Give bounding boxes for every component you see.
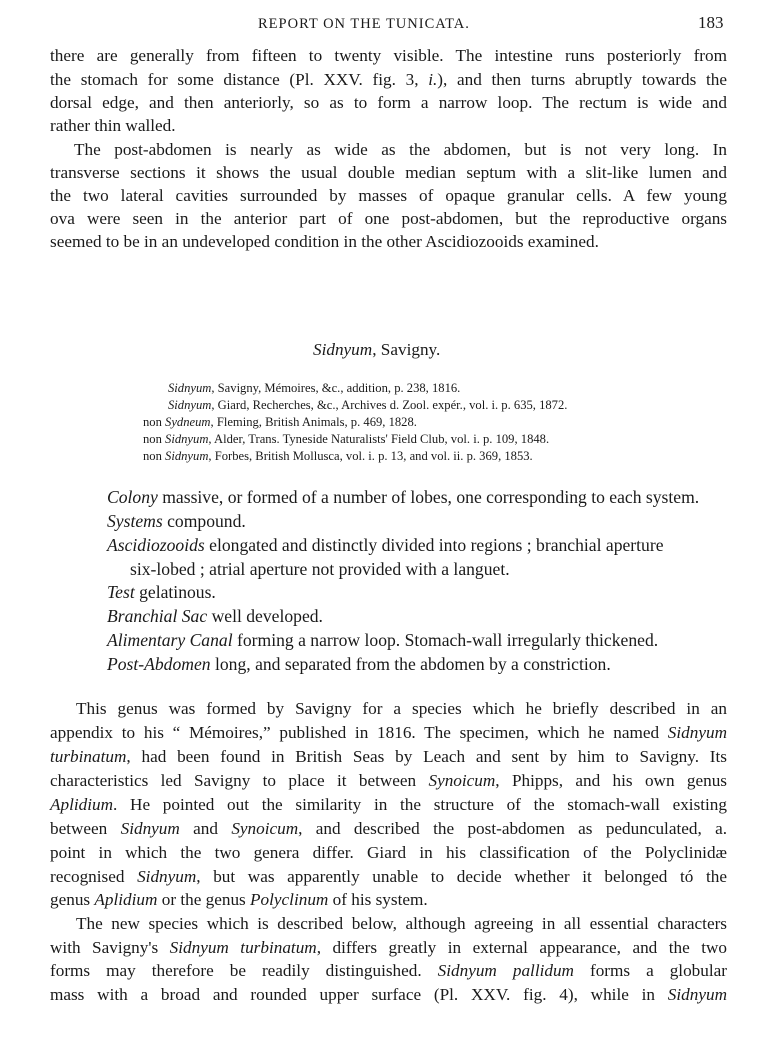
italic-term: Sidnyum xyxy=(667,723,727,742)
text-run: massive, or formed of a number of lobes, one corresponding to each system. xyxy=(157,487,700,507)
section-heading xyxy=(313,340,440,360)
text-run: there are generally from fifteen to twenty visible. The intestine runs posteriorly from xyxy=(50,46,727,65)
text-run: The post-abdomen is nearly as wide as the abdomen, but is not very long. In xyxy=(74,140,727,159)
text-run: six-lobed ; atrial aperture not provided with a languet. xyxy=(130,559,510,579)
text-line xyxy=(50,771,727,791)
text-run: , Alder, Trans. Tyneside Naturalists' Field Club, vol. i. p. 109, 1848. xyxy=(208,432,550,446)
text-line xyxy=(50,232,599,252)
italic-term: Sydneum xyxy=(165,415,211,429)
text-run: , differs greatly in external appearance, and the two xyxy=(316,938,727,957)
text-run: forming a narrow loop. Stomach-wall irregularly thickened. xyxy=(232,630,659,650)
synonymy-reference xyxy=(168,381,460,396)
italic-term: Sidnyum xyxy=(165,432,209,446)
text-line xyxy=(50,867,727,887)
text-line xyxy=(50,890,428,910)
text-line xyxy=(50,163,727,183)
text-line xyxy=(107,511,246,532)
text-line xyxy=(50,843,727,863)
italic-term: Sidnyum xyxy=(120,819,180,838)
text-line xyxy=(76,914,727,934)
italic-term: Sidnyum turbinatum xyxy=(169,938,317,957)
text-line xyxy=(50,985,727,1005)
italic-term: Systems xyxy=(107,511,163,531)
text-run: the stomach for some distance (Pl. XXV. fig. 3, xyxy=(50,70,429,89)
text-run: characteristics led Savigny to place it between xyxy=(50,771,429,790)
text-line xyxy=(50,116,176,136)
text-line xyxy=(107,654,611,675)
text-run: elongated and distinctly divided into regions ; branchial aperture xyxy=(204,535,664,555)
italic-term: Sidnyum xyxy=(168,381,212,395)
text-run: of his system. xyxy=(328,890,428,909)
italic-term: Synoicum xyxy=(428,771,496,790)
italic-term: turbinatum xyxy=(50,747,127,766)
synonymy-reference xyxy=(143,449,533,464)
text-run: , Savigny. xyxy=(372,340,441,359)
text-line xyxy=(50,938,727,958)
italic-term: Sidnyum xyxy=(137,867,197,886)
synonymy-reference xyxy=(143,415,417,430)
text-run: forms a globular xyxy=(573,961,727,980)
italic-term: Sidnyum pallidum xyxy=(437,961,574,980)
italic-term: Test xyxy=(107,582,135,602)
text-line xyxy=(107,535,664,556)
text-run: gelatinous. xyxy=(134,582,216,602)
text-run: the two lateral cavities surrounded by masses of opaque granular cells. A few young xyxy=(50,186,727,205)
text-run: well developed. xyxy=(207,606,323,626)
text-line xyxy=(50,93,727,113)
text-run: compound. xyxy=(162,511,246,531)
text-run: , had been found in British Seas by Leach and sent by him to Savigny. Its xyxy=(126,747,727,766)
text-line xyxy=(50,747,727,767)
text-line xyxy=(107,606,323,627)
italic-term: Sidnyum xyxy=(168,398,212,412)
text-run: ova were seen in the anterior part of one post-abdomen, but the reproductive organs xyxy=(50,209,727,228)
text-line xyxy=(50,46,727,66)
text-run: The new species which is described below, although agreeing in all essential characters xyxy=(76,914,727,933)
text-line xyxy=(74,140,727,160)
text-line xyxy=(50,795,727,815)
italic-term: Colony xyxy=(107,487,158,507)
text-run: rather thin walled. xyxy=(50,116,176,135)
text-line xyxy=(107,487,699,508)
text-line xyxy=(50,186,727,206)
text-run: , Phipps, and his own genus xyxy=(495,771,727,790)
running-title: REPORT ON THE TUNICATA. xyxy=(258,16,470,32)
text-run: non xyxy=(143,449,166,463)
italic-term: i. xyxy=(428,70,438,89)
text-run: , Savigny, Mémoires, &c., addition, p. 238, 1816. xyxy=(211,381,461,395)
text-run: with Savigny's xyxy=(50,938,170,957)
italic-term: Sidnyum xyxy=(313,340,373,359)
text-line xyxy=(76,699,727,719)
italic-term: Synoicum xyxy=(231,819,299,838)
text-run: ), and then turns abruptly towards the xyxy=(437,70,727,89)
italic-term: Sidnyum xyxy=(667,985,727,1004)
synonymy-reference xyxy=(168,398,567,413)
text-line xyxy=(50,723,727,743)
italic-term: Ascidiozooids xyxy=(107,535,205,555)
text-run: , but was apparently unable to decide whether it belonged tó the xyxy=(196,867,727,886)
italic-term: Alimentary Canal xyxy=(107,630,233,650)
italic-term: Aplidium xyxy=(94,890,158,909)
text-run: point in which the two genera differ. Giard in his classification of the Polyclinidæ xyxy=(50,843,727,862)
text-line xyxy=(50,70,727,90)
text-run: between xyxy=(50,819,121,838)
text-run: non xyxy=(143,432,166,446)
text-line xyxy=(50,961,727,981)
text-line xyxy=(50,209,727,229)
text-run: This genus was formed by Savigny for a species which he briefly described in an xyxy=(76,699,727,718)
text-run: , Forbes, British Mollusca, vol. i. p. 13, and vol. ii. p. 369, 1853. xyxy=(208,449,533,463)
italic-term: Post-Abdomen xyxy=(107,654,211,674)
text-run: and xyxy=(179,819,232,838)
text-run: mass with a broad and rounded upper surface (Pl. XXV. fig. 4), while in xyxy=(50,985,668,1004)
text-run: , Fleming, British Animals, p. 469, 1828. xyxy=(210,415,417,429)
text-run: transverse sections it shows the usual double median septum with a slit-like lumen and xyxy=(50,163,727,182)
synonymy-reference xyxy=(143,432,549,447)
italic-term: Branchial Sac xyxy=(107,606,208,626)
text-line xyxy=(50,819,727,839)
text-line xyxy=(107,582,216,603)
text-line xyxy=(130,559,510,580)
italic-term: Polyclinum xyxy=(250,890,329,909)
text-run: genus xyxy=(50,890,95,909)
text-run: appendix to his “ Mémoires,” published in 1816. The specimen, which he named xyxy=(50,723,668,742)
text-run: or the genus xyxy=(157,890,251,909)
page-number: 183 xyxy=(698,13,724,32)
italic-term: Aplidium xyxy=(50,795,114,814)
text-line xyxy=(107,630,658,651)
text-run: non xyxy=(143,415,166,429)
text-run: , Giard, Recherches, &c., Archives d. Zool. expér., vol. i. p. 635, 1872. xyxy=(211,398,568,412)
italic-term: Sidnyum xyxy=(165,449,209,463)
text-run: forms may therefore be readily distinguished. xyxy=(50,961,438,980)
text-run: recognised xyxy=(50,867,138,886)
text-run: dorsal edge, and then anteriorly, so as to form a narrow loop. The rectum is wide and xyxy=(50,93,727,112)
text-run: . He pointed out the similarity in the structure of the stomach-wall existing xyxy=(113,795,727,814)
text-run: long, and separated from the abdomen by a constriction. xyxy=(210,654,611,674)
text-run: , and described the post-abdomen as pedunculated, a. xyxy=(298,819,728,838)
text-run: seemed to be in an undeveloped condition in the other Ascidiozooids examined. xyxy=(50,232,599,251)
